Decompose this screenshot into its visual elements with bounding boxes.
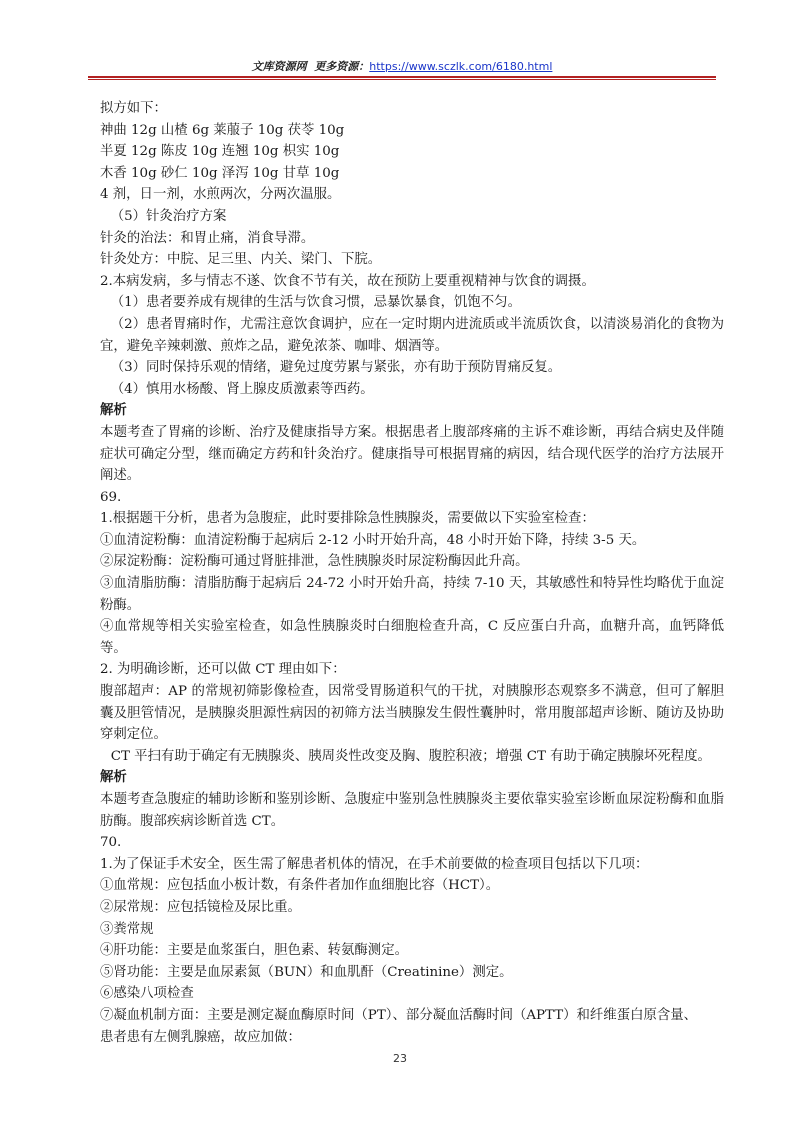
analysis-heading: 解析 [100,769,127,786]
text-line: （4）慎用水杨酸、肾上腺皮质激素等西药。 [110,381,374,397]
text-line: 患者患有左侧乳腺癌，故应加做： [100,1029,301,1045]
text-line: 针灸的治法：和胃止痛，消食导滞。 [100,230,315,246]
question-number: 69. [100,489,122,505]
header-rule-thick [88,76,716,78]
header-site-name: 文库资源网 [251,60,307,73]
text-line: 本题考查了胃痛的诊断、治疗及健康指导方案。根据患者上腹部疼痛的主诉不难诊断，再结合病史及伴随症状可确定分型，继而确定方药和针灸治疗。健康指导可根据胃痛的病因，结合现代医学的治疗方法展开阐述。 [100,424,724,484]
header-url-link[interactable]: https://www.sczlk.com/6180.html [369,60,553,73]
text-line: ①血清淀粉酶：血清淀粉酶于起病后 2-12 小时开始升高，48 小时开始下降，持续 3-5 天。 [100,532,646,548]
text-line: （5）针灸治疗方案 [110,208,227,224]
text-line: ④肝功能：主要是血浆蛋白，胆色素、转氨酶测定。 [100,943,408,959]
text-line: ③血清脂肪酶：清脂肪酶于起病后 24-72 小时开始升高，持续 7-10 天，其敏感性和特异性均略优于血淀粉酶。 [100,576,724,613]
text-line: 2. 为明确诊断，还可以做 CT 理由如下： [100,662,346,678]
page-number: 23 [393,1052,407,1065]
text-line: 4 剂，日一剂，水煎两次，分两次温服。 [100,187,341,203]
text-line: ⑥感染八项检查 [100,986,194,1002]
text-line: （2）患者胃痛时作，尤需注意饮食调护，应在一定时期内进流质或半流质饮食，以清淡易消化的食物为宜，避免辛辣刺激、煎炸之品，避免浓茶、咖啡、烟酒等。 [100,316,724,354]
text-line: ⑦凝血机制方面：主要是测定凝血酶原时间（PT）、部分凝血活酶时间（APTT）和纤维蛋白原含量、 [100,1007,698,1023]
text-line: ①血常规：应包括血小板计数，有条件者加作血细胞比容（HCT）。 [100,878,500,894]
header-more-label: 更多资源： [314,60,370,73]
header-rule-thin [88,79,716,80]
text-line: 神曲 12g 山楂 6g 莱菔子 10g 茯苓 10g [100,122,345,138]
question-number: 70. [100,835,122,851]
text-line: 1.为了保证手术安全，医生需了解患者机体的情况，在手术前要做的检查项目包括以下几项： [100,856,649,872]
text-line: 本题考查急腹症的辅助诊断和鉴别诊断、急腹症中鉴别急性胰腺炎主要依靠实验室诊断血尿淀粉酶和血脂肪酶。腹部疾病诊断首选 CT。 [100,792,724,829]
text-line: ③粪常规 [100,921,154,937]
text-line: 半夏 12g 陈皮 10g 连翘 10g 枳实 10g [100,144,340,160]
text-line: ②尿淀粉酶：淀粉酶可通过肾脏排泄，急性胰腺炎时尿淀粉酶因此升高。 [100,554,529,570]
text-line: 木香 10g 砂仁 10g 泽泻 10g 甘草 10g [100,165,340,181]
text-line: ②尿常规：应包括镜检及尿比重。 [100,899,301,915]
text-line: ⑤肾功能：主要是血尿素氮（BUN）和血肌酐（Creatinine）测定。 [100,964,513,980]
text-line: 1.根据题干分析，患者为急腹症，此时要排除急性胰腺炎，需要做以下实验室检查： [100,511,595,527]
text-line: （3）同时保持乐观的情绪，避免过度劳累与紧张，亦有助于预防胃痛反复。 [110,360,562,376]
text-line: 腹部超声：AP 的常规初筛影像检查，因常受胃肠道积气的干扰，对胰腺形态观察多不满意，但可了解胆囊及胆管情况，是胰腺炎胆源性病因的初筛方法当胰腺发生假性囊肿时，常用腹部超声诊断、随访及协助穿刺定位。 [100,684,724,743]
text-line: （1）患者要养成有规律的生活与饮食习惯，忌暴饮暴食，饥饱不匀。 [110,295,521,311]
text-line: CT 平扫有助于确定有无胰腺炎、胰周炎性改变及胸、腹腔积液；增强 CT 有助于确定胰腺坏死程度。 [110,748,711,764]
text-line: ④血常规等相关实验室检查，如急性胰腺炎时白细胞检查升高，C 反应蛋白升高，血糖升高，血钙降低等。 [100,619,724,656]
analysis-heading: 解析 [100,402,127,419]
page-header [88,58,716,78]
text-line: 针灸处方：中脘、足三里、内关、梁门、下脘。 [100,252,382,268]
text-line: 2.本病发病，多与情志不遂、饮食不节有关，故在预防上要重视精神与饮食的调摄。 [100,273,595,289]
text-line: 拟方如下： [100,101,167,116]
document-body [100,98,724,1048]
